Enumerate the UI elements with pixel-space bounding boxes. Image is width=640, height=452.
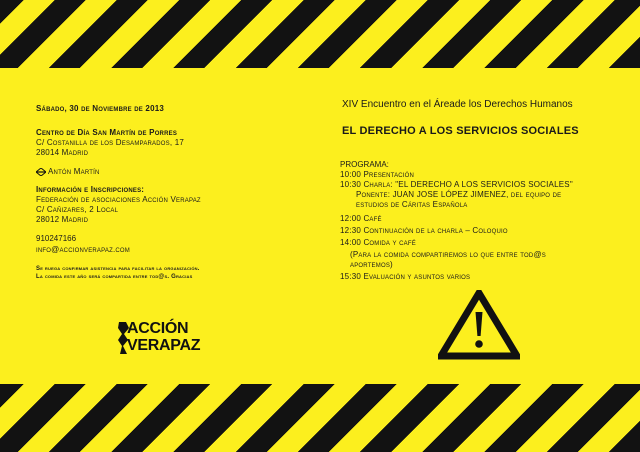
info-address-line2: 28012 Madrid xyxy=(36,215,89,224)
info-phone: 910247166 xyxy=(36,234,77,243)
attendance-note: Se ruega confirmar asistencia para facilitar la organización. xyxy=(36,266,200,272)
venue-address-line1: C/ Costanilla de los Desamparados, 17 xyxy=(36,138,184,147)
program-item: (Para la comida compartiremos lo que entre tod@s xyxy=(350,250,546,259)
info-email[interactable]: info@accionverapaz.com xyxy=(36,245,130,254)
program-item: aportemos) xyxy=(350,260,393,269)
venue-name: Centro de Día San Martín de Porres xyxy=(36,128,178,137)
program-item: 12:30 Continuación de la charla – Coloquio xyxy=(340,226,508,235)
event-title: XIV Encuentro en el Áreade los Derechos Humanos xyxy=(342,99,573,110)
programa-heading: PROGRAMA: xyxy=(340,160,389,169)
warning-triangle-icon xyxy=(438,290,520,360)
lunch-note: La comida este año será compartida entre tod@s. Gracias xyxy=(36,274,193,280)
logo-line2: VERAPAZ xyxy=(127,337,201,354)
metro-icon xyxy=(36,168,46,176)
program-item: 12:00 Café xyxy=(340,214,382,223)
accion-verapaz-logo xyxy=(117,320,213,356)
event-date: Sábado, 30 de Noviembre de 2013 xyxy=(36,104,165,113)
info-address-line1: C/ Cañizares, 2 Local xyxy=(36,205,119,214)
venue-address-line2: 28014 Madrid xyxy=(36,148,89,157)
metro-station-name: Antón Martín xyxy=(48,167,100,176)
program-item: 10:00 Presentación xyxy=(340,170,415,179)
program-item: Ponente: JUAN JOSE LÓPEZ JIMENEZ, del equipo de xyxy=(356,190,562,199)
program-item: 10:30 Charla: "EL DERECHO A LOS SERVICIOS SOCIALES" xyxy=(340,180,573,189)
metro-station xyxy=(36,167,100,177)
event-subtitle: EL DERECHO A LOS SERVICIOS SOCIALES xyxy=(342,125,579,137)
info-heading: Información e Inscripciones: xyxy=(36,185,145,194)
program-item: estudios de Cáritas Española xyxy=(356,200,468,209)
program-item: 15:30 Evaluación y asuntos varios xyxy=(340,272,471,281)
program-item: 14:00 Comida y café xyxy=(340,238,416,247)
logo-line1: ACCIÓN xyxy=(127,320,189,337)
bottom-hazard-stripes xyxy=(0,384,640,452)
info-org: Federación de asociaciones Acción Verapaz xyxy=(36,195,201,204)
top-hazard-stripes xyxy=(0,0,640,68)
